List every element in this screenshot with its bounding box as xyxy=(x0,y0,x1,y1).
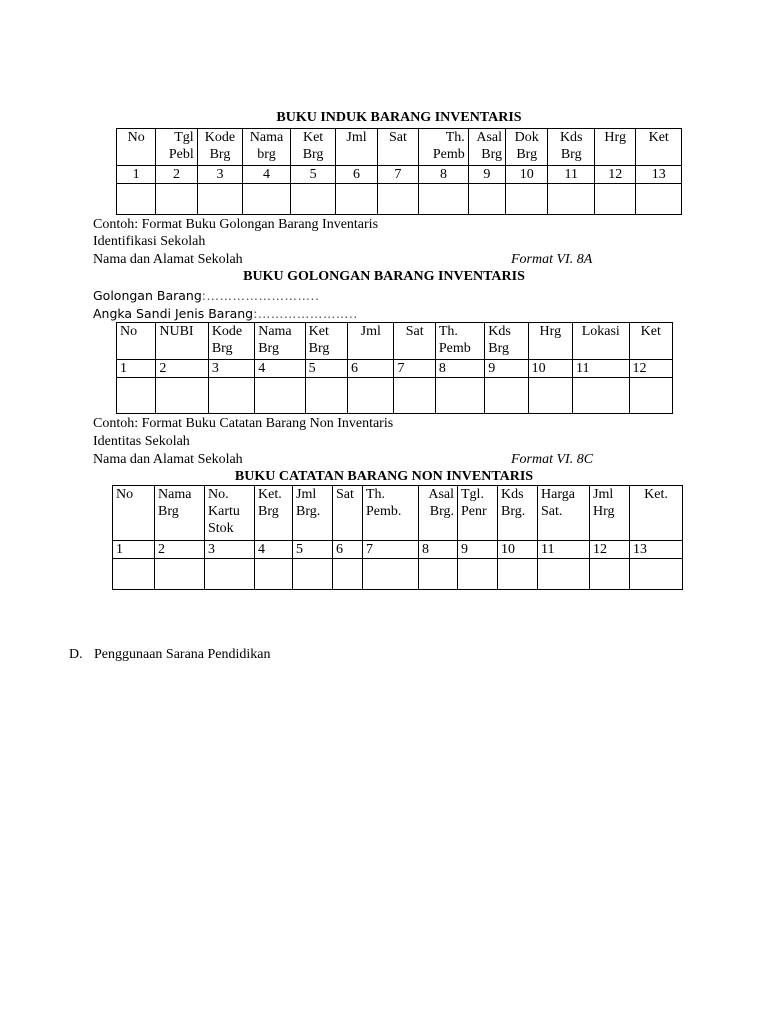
golongan-barang-dots: :…………………….. xyxy=(201,288,320,303)
table-cell: 11 xyxy=(573,360,630,378)
table-cell: 3 xyxy=(197,166,243,184)
non-inventory-table xyxy=(112,485,683,590)
table-header-cell: Kds Brg xyxy=(485,323,528,360)
table-cell: 6 xyxy=(336,166,377,184)
table-header-cell: Dok Brg xyxy=(506,129,548,166)
table-header-cell: Hrg xyxy=(528,323,572,360)
angka-sandi-line xyxy=(93,305,358,322)
table-header-cell: Lokasi xyxy=(573,323,630,360)
table-header-cell: Kode Brg xyxy=(197,129,243,166)
table-header-cell: Ket. Brg xyxy=(255,486,293,541)
section3-school: Nama dan Alamat Sekolah xyxy=(93,452,243,467)
table-cell: 7 xyxy=(394,360,435,378)
table-cell: 10 xyxy=(506,166,548,184)
table-header-cell: Kds Brg xyxy=(548,129,595,166)
table-cell: 9 xyxy=(485,360,528,378)
table-cell: 11 xyxy=(538,541,590,559)
section3-intro: Contoh: Format Buku Catatan Barang Non Inventaris xyxy=(93,416,394,431)
table-cell: 12 xyxy=(629,360,672,378)
table3-title: BUKU CATATAN BARANG NON INVENTARIS xyxy=(234,469,534,484)
table-header-cell: Ket Brg xyxy=(305,323,347,360)
table-cell: 12 xyxy=(590,541,630,559)
table-header-cell: Th. Pemb xyxy=(419,129,469,166)
table-cell: 1 xyxy=(113,541,155,559)
section3-format-code: Format VI. 8C xyxy=(511,452,594,467)
table-cell: 3 xyxy=(208,360,254,378)
table-header-cell: No xyxy=(117,323,156,360)
table-empty-row xyxy=(117,184,682,215)
angka-sandi-label: Angka Sandi Jenis Barang xyxy=(93,306,254,321)
table-header-cell: No xyxy=(117,129,156,166)
table-header-cell: Tgl. Penr xyxy=(458,486,498,541)
table-header-cell: Sat xyxy=(377,129,418,166)
golongan-barang-label: Golongan Barang xyxy=(93,288,202,303)
table-header-cell: Th. Pemb xyxy=(435,323,484,360)
table-header-row xyxy=(113,486,683,541)
table-header-cell: No. Kartu Stok xyxy=(205,486,255,541)
table-cell: 2 xyxy=(156,360,208,378)
table-cell: 13 xyxy=(636,166,682,184)
angka-sandi-dots: :………………….. xyxy=(253,306,358,321)
table-header-cell: Kds Brg. xyxy=(498,486,538,541)
table-cell: 11 xyxy=(548,166,595,184)
table-header-cell: Sat xyxy=(394,323,435,360)
table-cell: 2 xyxy=(156,166,197,184)
table-header-cell: Jml xyxy=(336,129,377,166)
table-empty-row xyxy=(113,559,683,590)
table-cell: 4 xyxy=(243,166,291,184)
table-cell: 7 xyxy=(377,166,418,184)
table-cell: 5 xyxy=(305,360,347,378)
table-header-cell: Ket xyxy=(629,323,672,360)
table-header-cell: Th. Pemb. xyxy=(363,486,419,541)
table-cell: 10 xyxy=(528,360,572,378)
table-cell: 4 xyxy=(255,541,293,559)
inventory-class-table xyxy=(116,322,673,414)
table-cell: 7 xyxy=(363,541,419,559)
table1-title: BUKU INDUK BARANG INVENTARIS xyxy=(276,110,522,125)
table-cell: 8 xyxy=(419,541,458,559)
table-header-cell: Sat xyxy=(333,486,363,541)
table-cell: 8 xyxy=(419,166,469,184)
table-header-cell: Jml Brg. xyxy=(293,486,333,541)
table-header-cell: Jml xyxy=(348,323,394,360)
table-cell: 4 xyxy=(255,360,305,378)
table-cell: 9 xyxy=(468,166,505,184)
table-cell: 12 xyxy=(595,166,636,184)
table-header-cell: Nama Brg xyxy=(155,486,205,541)
section3-identity: Identitas Sekolah xyxy=(93,434,190,449)
table-cell: 2 xyxy=(155,541,205,559)
table-cell: 3 xyxy=(205,541,255,559)
table-number-row xyxy=(117,360,673,378)
table-cell: 9 xyxy=(458,541,498,559)
section2-intro: Contoh: Format Buku Golongan Barang Inventaris xyxy=(93,217,379,232)
table-cell: 1 xyxy=(117,166,156,184)
inventory-master-table xyxy=(116,128,682,215)
table-header-row xyxy=(117,323,673,360)
section-d-heading xyxy=(69,646,271,663)
table-cell: 6 xyxy=(333,541,363,559)
section2-format-code: Format VI. 8A xyxy=(511,252,593,267)
table-cell: 1 xyxy=(117,360,156,378)
section2-identity: Identifikasi Sekolah xyxy=(93,234,206,249)
table-cell: 5 xyxy=(293,541,333,559)
table-header-cell: Jml Hrg xyxy=(590,486,630,541)
table-header-cell: Hrg xyxy=(595,129,636,166)
table-header-cell: Nama Brg xyxy=(255,323,305,360)
table-cell: 13 xyxy=(630,541,683,559)
table-cell: 10 xyxy=(498,541,538,559)
table-cell: 5 xyxy=(290,166,336,184)
table-cell: 6 xyxy=(348,360,394,378)
table-header-cell: No xyxy=(113,486,155,541)
table-header-cell: Tgl Pebl xyxy=(156,129,197,166)
section2-school: Nama dan Alamat Sekolah xyxy=(93,252,243,267)
table-header-cell: Kode Brg xyxy=(208,323,254,360)
table2-title: BUKU GOLONGAN BARANG INVENTARIS xyxy=(243,269,525,284)
table-header-cell: Asal Brg xyxy=(468,129,505,166)
table-header-cell: Asal Brg. xyxy=(419,486,458,541)
table-empty-row xyxy=(117,378,673,414)
table-number-row xyxy=(117,166,682,184)
table-header-cell: Ket Brg xyxy=(290,129,336,166)
table-number-row xyxy=(113,541,683,559)
table-header-cell: NUBI xyxy=(156,323,208,360)
table-header-cell: Ket. xyxy=(630,486,683,541)
section-d-letter: D. xyxy=(69,647,83,662)
golongan-barang-line xyxy=(93,287,319,304)
table-header-cell: Nama brg xyxy=(243,129,291,166)
table-header-cell: Harga Sat. xyxy=(538,486,590,541)
section-d-text: Penggunaan Sarana Pendidikan xyxy=(94,647,271,662)
table-cell: 8 xyxy=(435,360,484,378)
table-header-row xyxy=(117,129,682,166)
table-header-cell: Ket xyxy=(636,129,682,166)
